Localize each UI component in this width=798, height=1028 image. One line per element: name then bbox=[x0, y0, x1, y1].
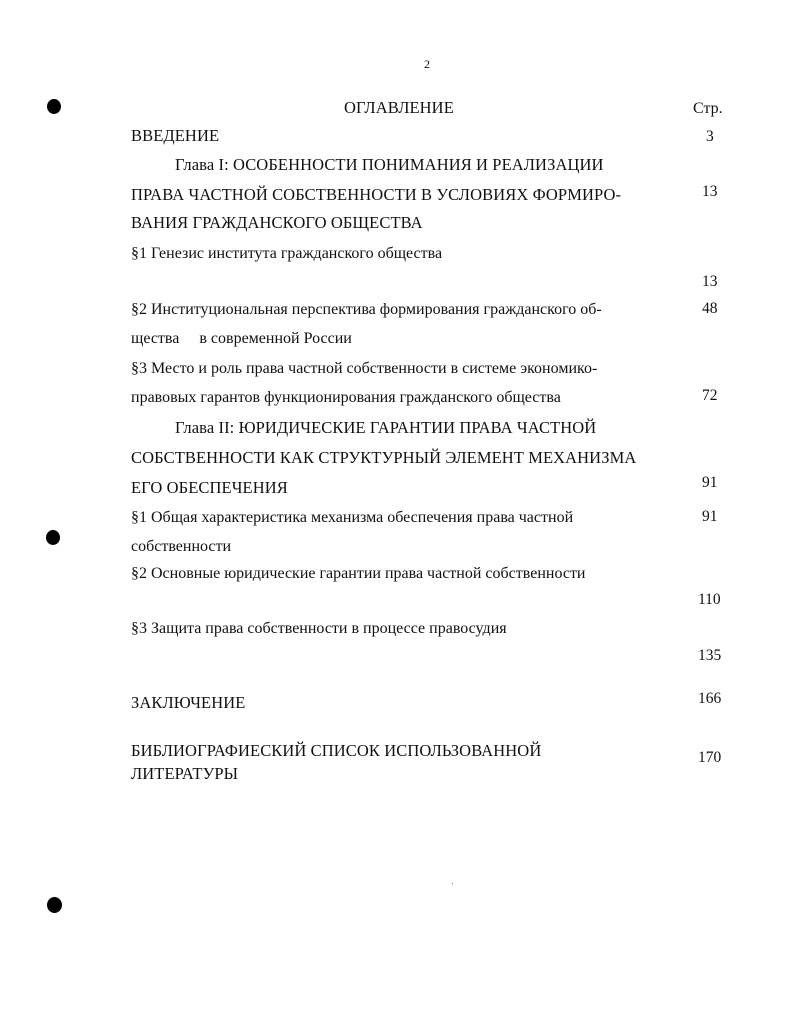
scan-speck bbox=[452, 883, 453, 884]
toc-entry-intro: ВВЕДЕНИЕ bbox=[131, 126, 220, 145]
toc-page-intro: 3 bbox=[706, 128, 714, 145]
toc-entry-bibliography-line2: ЛИТЕРАТУРЫ bbox=[131, 764, 239, 783]
toc-entry-conclusion: ЗАКЛЮЧЕНИЕ bbox=[131, 693, 246, 712]
toc-heading: ОГЛАВЛЕНИЕ bbox=[344, 98, 454, 117]
toc-page-ch1-section2: 48 bbox=[702, 300, 718, 317]
punch-hole-bottom bbox=[47, 897, 62, 913]
toc-ch1-section3-line2: правовых гарантов функционирования гражданского общества bbox=[131, 389, 561, 406]
toc-page-chapter2: 91 bbox=[702, 474, 718, 491]
toc-ch1-section3-line1: §3 Место и роль права частной собственности в системе экономико- bbox=[131, 360, 598, 377]
page-column-header: Стр. bbox=[693, 100, 723, 117]
toc-entry-bibliography-line1: БИБЛИОГРАФИЕСКИЙ СПИСОК ИСПОЛЬЗОВАННОЙ bbox=[131, 741, 542, 760]
page-number: 2 bbox=[424, 57, 430, 71]
toc-page-ch1-section1: 13 bbox=[702, 273, 718, 290]
toc-ch1-section1: §1 Генезис института гражданского общества bbox=[131, 245, 443, 262]
toc-ch1-section2-line2: щества в современной России bbox=[131, 330, 352, 347]
toc-chapter1-line1: Глава I: ОСОБЕННОСТИ ПОНИМАНИЯ И РЕАЛИЗАЦИИ bbox=[175, 155, 604, 174]
toc-page-ch2-section3: 135 bbox=[698, 647, 722, 664]
toc-page-ch1-section3: 72 bbox=[702, 387, 718, 404]
toc-ch2-section3: §3 Защита права собственности в процессе правосудия bbox=[131, 620, 507, 637]
toc-chapter2-line1: Глава II: ЮРИДИЧЕСКИЕ ГАРАНТИИ ПРАВА ЧАСТНОЙ bbox=[175, 418, 597, 437]
toc-ch2-section2: §2 Основные юридические гарантии права частной собственности bbox=[131, 565, 586, 582]
toc-chapter1-line3: ВАНИЯ ГРАЖДАНСКОГО ОБЩЕСТВА bbox=[131, 213, 423, 232]
punch-hole-middle bbox=[46, 530, 60, 545]
toc-chapter2-line3: ЕГО ОБЕСПЕЧЕНИЯ bbox=[131, 478, 288, 497]
toc-page-conclusion: 166 bbox=[698, 690, 722, 707]
toc-ch2-section1-line2: собственности bbox=[131, 538, 232, 555]
toc-ch2-section1-line1: §1 Общая характеристика механизма обеспечения права частной bbox=[131, 509, 574, 526]
toc-page-ch2-section2: 110 bbox=[698, 591, 721, 608]
toc-chapter2-line2: СОБСТВЕННОСТИ КАК СТРУКТУРНЫЙ ЭЛЕМЕНТ МЕХАНИЗМА bbox=[131, 448, 637, 467]
toc-page-chapter1: 13 bbox=[702, 183, 718, 200]
toc-page-ch2-section1: 91 bbox=[702, 508, 718, 525]
toc-ch1-section2-line1: §2 Институциональная перспектива формирования гражданского об- bbox=[131, 301, 602, 318]
punch-hole-top bbox=[47, 99, 61, 114]
toc-page-bibliography: 170 bbox=[698, 749, 722, 766]
toc-chapter1-line2: ПРАВА ЧАСТНОЙ СОБСТВЕННОСТИ В УСЛОВИЯХ ФОРМИРО- bbox=[131, 185, 622, 204]
